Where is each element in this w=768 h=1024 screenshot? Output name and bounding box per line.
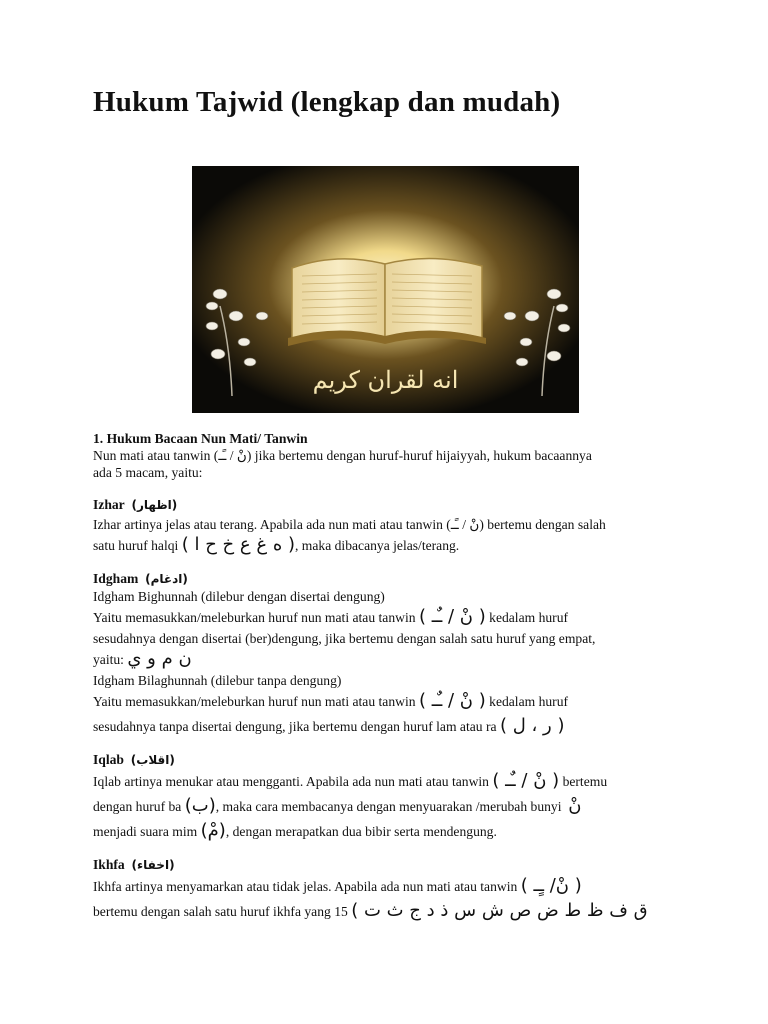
paragraph-text: kedalam huruf xyxy=(489,610,569,625)
paragraph-text: , maka cara membacanya dengan menyuarakan /merubah bunyi xyxy=(215,799,562,814)
article-body xyxy=(93,430,693,924)
idgham-letters: ن م و ي xyxy=(127,648,192,669)
paragraph-text: dengan huruf ba xyxy=(93,799,182,814)
paragraph-line: Izhar artinya jelas atau terang. Apabila ada nun mati atau tanwin (نْ / ـًـ) bertemu dengan salah xyxy=(93,517,606,532)
section-ikhfa xyxy=(93,856,693,924)
section-idgham xyxy=(93,570,693,739)
subheading-izhar: Izhar xyxy=(93,497,125,512)
quran-image xyxy=(192,166,579,413)
paragraph-text: Yaitu memasukkan/meleburkan huruf nun mati atau tanwin xyxy=(93,694,416,709)
paragraph-text: sesudahnya tanpa disertai dengung, jika bertemu dengan huruf lam atau ra xyxy=(93,719,497,734)
paragraph-text: satu huruf halqi xyxy=(93,538,179,553)
paragraph-line: Idgham Bilaghunnah (dilebur tanpa dengung) xyxy=(93,673,342,688)
calligraphy-caption: انه لقران كريم xyxy=(312,366,459,394)
section-heading: 1. Hukum Bacaan Nun Mati/ Tanwin xyxy=(93,431,308,446)
paragraph-line: Idgham Bighunnah (dilebur dengan disertai dengung) xyxy=(93,589,385,604)
arabic-term: (اقلاب) xyxy=(130,753,175,767)
ba-letter: (ب) xyxy=(184,795,216,816)
nun-tanwin-symbol: ( نْ / ـٌـ ) xyxy=(418,606,486,627)
arabic-term: (اخفاء) xyxy=(131,858,175,872)
halqi-letters: ( ه غ ع خ ح ا ) xyxy=(181,534,295,555)
subheading-ikhfa: Ikhfa xyxy=(93,857,125,872)
paragraph-text: kedalam huruf xyxy=(489,694,569,709)
paragraph-text: menjadi suara mim xyxy=(93,824,198,839)
paragraph-text: Iqlab artinya menukar atau mengganti. Apabila ada nun mati atau tanwin xyxy=(93,774,489,789)
paragraph-line: sesudahnya dengan disertai (ber)dengung, jika bertemu dengan salah satu huruf yang empat, xyxy=(93,631,596,646)
paragraph-text: bertemu dengan salah satu huruf ikhfa yang 15 xyxy=(93,904,348,919)
mim-letter: (مْ) xyxy=(200,820,226,841)
ikhfa-letters: ( ق ف ظ ط ض ص ش س ذ د ج ث ت xyxy=(351,900,648,921)
paragraph-text: bertemu xyxy=(562,774,608,789)
nun-tanwin-symbol: ( نْ/ ـٍـ ) xyxy=(520,875,582,896)
arabic-term: (ادغام) xyxy=(145,572,188,586)
paragraph-line: ada 5 macam, yaitu: xyxy=(93,465,203,480)
paragraph-text: yaitu: xyxy=(93,652,124,667)
paragraph-text: Yaitu memasukkan/meleburkan huruf nun mati atau tanwin xyxy=(93,610,416,625)
lam-ra-letters: ( ر ، ل ) xyxy=(499,715,565,736)
paragraph-text: Ikhfa artinya menyamarkan atau tidak jelas. Apabila ada nun mati atau tanwin xyxy=(93,879,518,894)
paragraph-line: Nun mati atau tanwin (نْ / ـًـ) jika bertemu dengan huruf-huruf hijaiyyah, hukum bacaannya xyxy=(93,448,592,463)
section-nun-mati-tanwin xyxy=(93,430,693,481)
nun-letter: نْ xyxy=(568,795,582,816)
open-book-icon xyxy=(288,258,486,346)
nun-tanwin-symbol: ( نْ / ـٌـ ) xyxy=(418,690,486,711)
paragraph-text: , maka dibacanya jelas/terang. xyxy=(295,538,460,553)
arabic-term: (اظهار) xyxy=(131,498,178,512)
page-title: Hukum Tajwid (lengkap dan mudah) xyxy=(93,86,561,118)
section-izhar xyxy=(93,496,693,558)
subheading-iqlab: Iqlab xyxy=(93,752,124,767)
section-iqlab xyxy=(93,751,693,844)
paragraph-text: , dengan merapatkan dua bibir serta mendengung. xyxy=(225,824,497,839)
nun-tanwin-symbol: ( نْ / ـٌـ ) xyxy=(492,770,560,791)
subheading-idgham: Idgham xyxy=(93,571,139,586)
